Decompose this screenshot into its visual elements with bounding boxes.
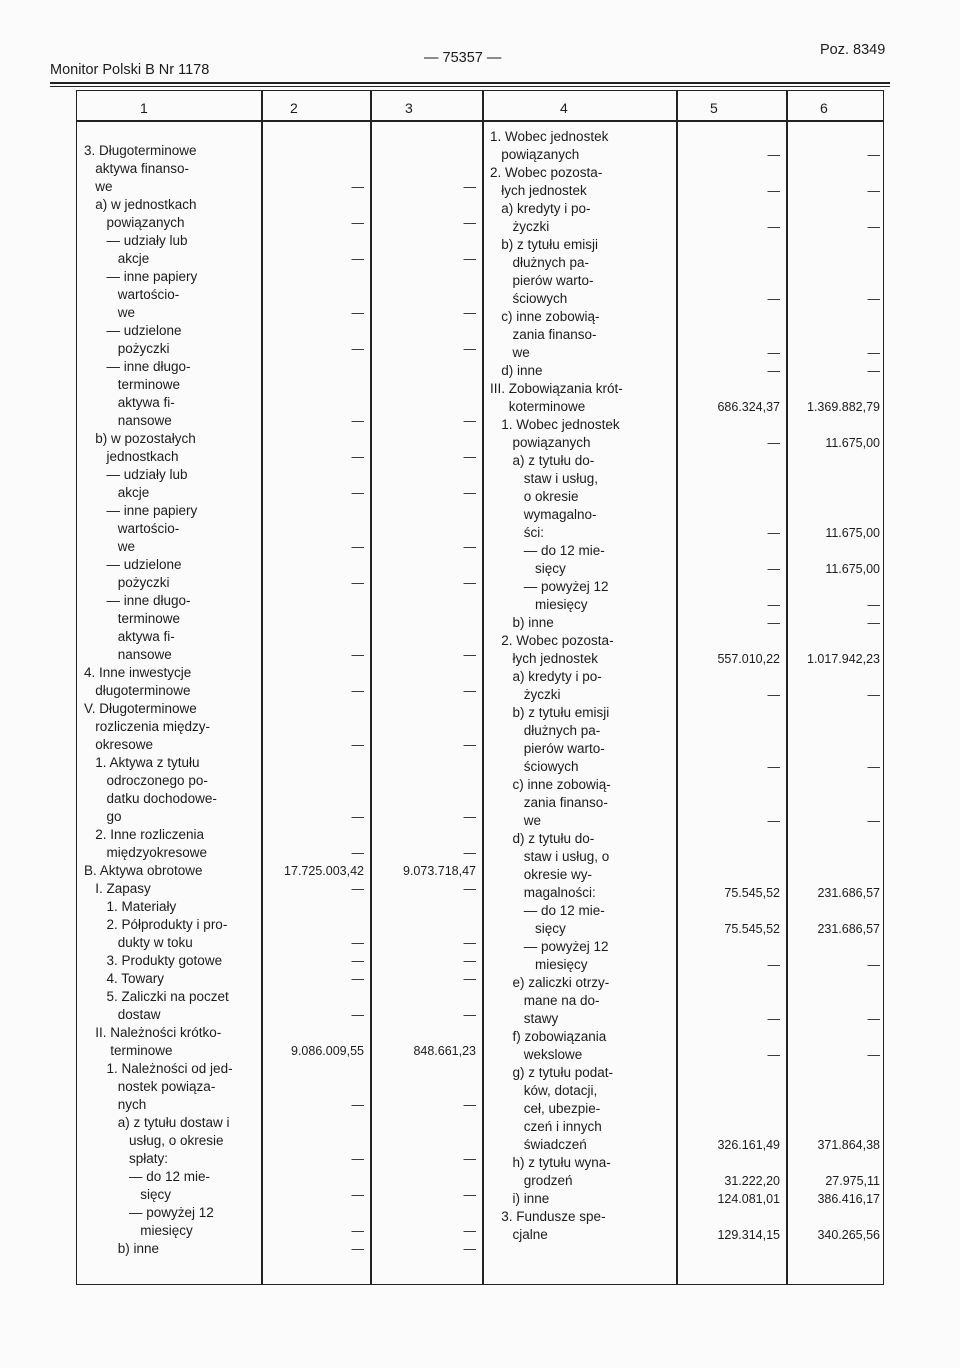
left-row-value-c3: —: [463, 252, 476, 266]
right-row-value-c6: —: [867, 220, 880, 234]
left-row-value-c2: —: [351, 936, 364, 950]
left-row-value-c3: —: [463, 684, 476, 698]
column-number-1: 1: [140, 100, 148, 116]
left-row-value-c2: —: [351, 810, 364, 824]
left-row-value-c3: —: [463, 972, 476, 986]
left-row-value-c3: —: [463, 1008, 476, 1022]
right-row-value-c5: —: [767, 184, 780, 198]
right-row-value-c6: —: [867, 814, 880, 828]
right-row-value-c5: 686.324,37: [717, 400, 780, 414]
right-row-label: b) inne: [490, 615, 554, 630]
right-row-label: — powyżej 12 miesięcy: [523, 939, 609, 972]
left-row-label: — inne papiery wartościo- we: [106, 503, 198, 554]
left-row-value-c2: —: [351, 306, 364, 320]
right-row-value-c5: —: [767, 814, 780, 828]
left-row-label: 1. Należności od jed- nostek powiąza- nych: [106, 1061, 233, 1112]
right-row-value-c6: —: [867, 1048, 880, 1062]
column-number-6: 6: [820, 100, 828, 116]
left-row-value-c2: —: [351, 486, 364, 500]
col-divider-5: [786, 90, 788, 1285]
right-row-label: 1. Wobec jednostek powiązanych: [490, 129, 609, 162]
right-row-value-c5: —: [767, 616, 780, 630]
column-number-3: 3: [405, 100, 413, 116]
left-row-value-c2: —: [351, 648, 364, 662]
right-row-value-c5: —: [767, 292, 780, 306]
left-row-label: 1. Materiały: [84, 899, 177, 914]
right-row-value-c6: 27.975,11: [825, 1174, 880, 1188]
left-row-value-c2: —: [351, 216, 364, 230]
left-row-label: 4. Inne inwestycje długoterminowe: [84, 665, 192, 698]
right-row-value-c5: 129.314,15: [717, 1228, 780, 1242]
right-row-label: 2. Wobec pozosta- łych jednostek: [490, 165, 603, 198]
right-row-value-c5: —: [767, 436, 780, 450]
left-row-value-c2: —: [351, 1224, 364, 1238]
position-number: Poz. 8349: [820, 42, 886, 58]
left-row-label: — inne długo- terminowe aktywa fi- nansowe: [106, 593, 191, 662]
journal-title: Monitor Polski B Nr 1178: [50, 62, 210, 78]
col-divider-4: [676, 90, 678, 1285]
right-row-value-c6: 1.369.882,79: [807, 400, 880, 414]
right-row-value-c5: —: [767, 958, 780, 972]
left-row-value-c3: —: [463, 576, 476, 590]
right-row-value-c5: —: [767, 760, 780, 774]
right-row-label: 2. Wobec pozosta- łych jednostek: [501, 633, 614, 666]
right-row-value-c5: —: [767, 346, 780, 360]
left-row-value-c2: —: [351, 954, 364, 968]
right-row-value-c6: 371.864,38: [817, 1138, 880, 1152]
left-row-value-c2: —: [351, 450, 364, 464]
left-row-label: I. Zapasy: [84, 881, 151, 896]
left-row-value-c3: —: [463, 1242, 476, 1256]
left-row-value-c3: —: [463, 882, 476, 896]
left-row-label: — inne papiery wartościo- we: [106, 269, 198, 320]
right-row-value-c5: 557.010,22: [717, 652, 780, 666]
left-row-label: — udziały lub akcje: [106, 467, 188, 500]
right-row-value-c5: 31.222,20: [724, 1174, 780, 1188]
col-divider-1: [261, 90, 263, 1285]
page-number: — 75357 —: [424, 50, 502, 66]
right-row-value-c5: 75.545,52: [724, 922, 780, 936]
right-row-value-c5: —: [767, 364, 780, 378]
right-row-label: b) z tytułu emisji dłużnych pa- pierów warto- ściowych: [501, 237, 599, 306]
right-row-value-c5: —: [767, 562, 780, 576]
col-divider-2: [370, 90, 372, 1285]
right-row-value-c6: 11.675,00: [825, 436, 880, 450]
left-row-value-c2: —: [351, 684, 364, 698]
left-row-label: b) inne: [84, 1241, 160, 1256]
right-row-label: i) inne: [490, 1191, 550, 1206]
right-row-label: a) kredyty i po- życzki: [501, 201, 591, 234]
left-row-value-c3: —: [463, 342, 476, 356]
right-row-value-c5: —: [767, 1048, 780, 1062]
left-row-value-c3: —: [463, 1224, 476, 1238]
right-row-label: a) z tytułu do- staw i usług, o okresie wymagalno- ści:: [512, 453, 599, 540]
left-row-value-c3: —: [463, 738, 476, 752]
left-row-label: 3. Długoterminowe aktywa finanso- we: [84, 143, 197, 194]
left-row-value-c2: —: [351, 738, 364, 752]
left-row-label: b) w pozostałych jednostkach: [95, 431, 196, 464]
left-row-label: — powyżej 12 miesięcy: [129, 1205, 214, 1238]
left-row-label: 2. Półprodukty i pro- dukty w toku: [106, 917, 228, 950]
right-row-value-c6: —: [867, 346, 880, 360]
right-row-value-c5: 326.161,49: [717, 1138, 780, 1152]
left-row-value-c3: —: [463, 216, 476, 230]
right-row-label: — powyżej 12 miesięcy: [523, 579, 609, 612]
left-row-value-c2: —: [351, 180, 364, 194]
left-row-value-c2: —: [351, 1152, 364, 1166]
left-row-value-c3: —: [463, 954, 476, 968]
right-row-label: 3. Fundusze spe- cjalne: [501, 1209, 606, 1242]
right-row-label: e) zaliczki otrzy- mane na do- stawy: [512, 975, 610, 1026]
right-row-value-c6: 231.686,57: [817, 922, 880, 936]
left-row-label: — udziały lub akcje: [106, 233, 188, 266]
right-row-label: — do 12 mie- sięcy: [523, 903, 605, 936]
left-row-label: — udzielone pożyczki: [106, 557, 182, 590]
left-row-label: 1. Aktywa z tytułu odroczonego po- datku dochodowe- go: [95, 755, 217, 824]
left-row-value-c3: —: [463, 1188, 476, 1202]
col-divider-3: [482, 90, 484, 1285]
right-row-value-c6: 11.675,00: [825, 562, 880, 576]
left-row-label: B. Aktywa obrotowe: [84, 863, 203, 878]
left-row-value-c3: —: [463, 450, 476, 464]
left-row-label: a) z tytułu dostaw i usług, o okresie spłaty:: [117, 1115, 230, 1166]
right-row-value-c5: —: [767, 220, 780, 234]
header-rule: [50, 82, 890, 84]
right-row-value-c5: —: [767, 526, 780, 540]
left-row-value-c2: —: [351, 1242, 364, 1256]
left-row-value-c2: —: [351, 342, 364, 356]
left-row-value-c3: —: [463, 648, 476, 662]
right-row-value-c6: —: [867, 1012, 880, 1026]
right-row-value-c6: —: [867, 364, 880, 378]
left-row-value-c2: 17.725.003,42: [284, 864, 364, 878]
left-row-value-c3: —: [463, 1098, 476, 1112]
right-row-label: f) zobowiązania wekslowe: [512, 1029, 607, 1062]
left-row-value-c3: 848.661,23: [413, 1044, 476, 1058]
left-row-value-c3: 9.073.718,47: [403, 864, 476, 878]
left-row-value-c2: —: [351, 1098, 364, 1112]
right-row-value-c6: 1.017.942,23: [807, 652, 880, 666]
left-row-value-c2: —: [351, 414, 364, 428]
right-row-value-c5: —: [767, 1012, 780, 1026]
right-row-value-c5: 124.081,01: [717, 1192, 780, 1206]
right-row-label: — do 12 mie- sięcy: [523, 543, 605, 576]
right-row-value-c6: —: [867, 958, 880, 972]
right-row-value-c6: —: [867, 760, 880, 774]
left-row-value-c3: —: [463, 846, 476, 860]
left-row-value-c3: —: [463, 180, 476, 194]
left-row-value-c2: —: [351, 846, 364, 860]
column-header-divider: [76, 120, 884, 122]
left-row-value-c2: —: [351, 1188, 364, 1202]
left-row-label: — do 12 mie- sięcy: [129, 1169, 211, 1202]
left-row-label: a) w jednostkach powiązanych: [95, 197, 197, 230]
left-row-label: V. Długoterminowe rozliczenia między- okresowe: [84, 701, 211, 752]
left-row-value-c2: —: [351, 540, 364, 554]
left-row-value-c2: —: [351, 972, 364, 986]
left-row-label: — udzielone pożyczki: [106, 323, 182, 356]
left-row-value-c2: 9.086.009,55: [291, 1044, 364, 1058]
right-row-label: a) kredyty i po- życzki: [512, 669, 602, 702]
right-row-label: d) inne: [490, 363, 543, 378]
left-row-label: II. Należności krótko- terminowe: [95, 1025, 222, 1058]
right-row-label: III. Zobowiązania krót- koterminowe: [490, 381, 623, 414]
right-row-value-c6: 11.675,00: [825, 526, 880, 540]
left-row-value-c3: —: [463, 306, 476, 320]
left-row-label: — inne długo- terminowe aktywa fi- nansowe: [106, 359, 191, 428]
right-row-value-c5: —: [767, 688, 780, 702]
left-row-label: 3. Produkty gotowe: [84, 953, 223, 968]
column-number-2: 2: [290, 100, 298, 116]
right-row-label: 1. Wobec jednostek powiązanych: [501, 417, 620, 450]
left-row-value-c2: —: [351, 252, 364, 266]
left-row-value-c3: —: [463, 540, 476, 554]
right-row-value-c6: —: [867, 184, 880, 198]
left-row-value-c3: —: [463, 810, 476, 824]
right-row-value-c6: —: [867, 148, 880, 162]
right-row-value-c5: —: [767, 148, 780, 162]
right-row-label: c) inne zobowią- zania finanso- we: [501, 309, 600, 360]
right-row-label: c) inne zobowią- zania finanso- we: [512, 777, 611, 828]
left-row-label: 2. Inne rozliczenia międzyokresowe: [95, 827, 208, 860]
right-row-value-c6: 386.416,17: [817, 1192, 880, 1206]
left-row-value-c3: —: [463, 936, 476, 950]
left-row-value-c3: —: [463, 1152, 476, 1166]
right-row-value-c6: —: [867, 688, 880, 702]
column-number-5: 5: [710, 100, 718, 116]
right-row-label: g) z tytułu podat- ków, dotacji, ceł, ubezpie- czeń i innych świadczeń: [512, 1065, 614, 1152]
left-row-value-c2: —: [351, 1008, 364, 1022]
right-row-value-c5: 75.545,52: [724, 886, 780, 900]
left-row-value-c3: —: [463, 486, 476, 500]
header-rule-thin: [50, 86, 890, 87]
right-row-value-c6: —: [867, 616, 880, 630]
right-row-label: d) z tytułu do- staw i usług, o okresie wy- magalności:: [512, 831, 610, 900]
left-row-value-c3: —: [463, 414, 476, 428]
left-row-value-c2: —: [351, 882, 364, 896]
left-row-label: 4. Towary: [84, 971, 165, 986]
right-row-value-c6: —: [867, 598, 880, 612]
right-row-value-c6: 340.265,56: [817, 1228, 880, 1242]
column-number-4: 4: [560, 100, 568, 116]
left-row-label: 5. Zaliczki na poczet dostaw: [106, 989, 229, 1022]
right-row-value-c5: —: [767, 598, 780, 612]
left-row-value-c2: —: [351, 576, 364, 590]
right-row-label: b) z tytułu emisji dłużnych pa- pierów warto- ściowych: [512, 705, 610, 774]
right-row-value-c6: —: [867, 292, 880, 306]
right-row-value-c6: 231.686,57: [817, 886, 880, 900]
right-row-label: h) z tytułu wyna- grodzeń: [512, 1155, 611, 1188]
